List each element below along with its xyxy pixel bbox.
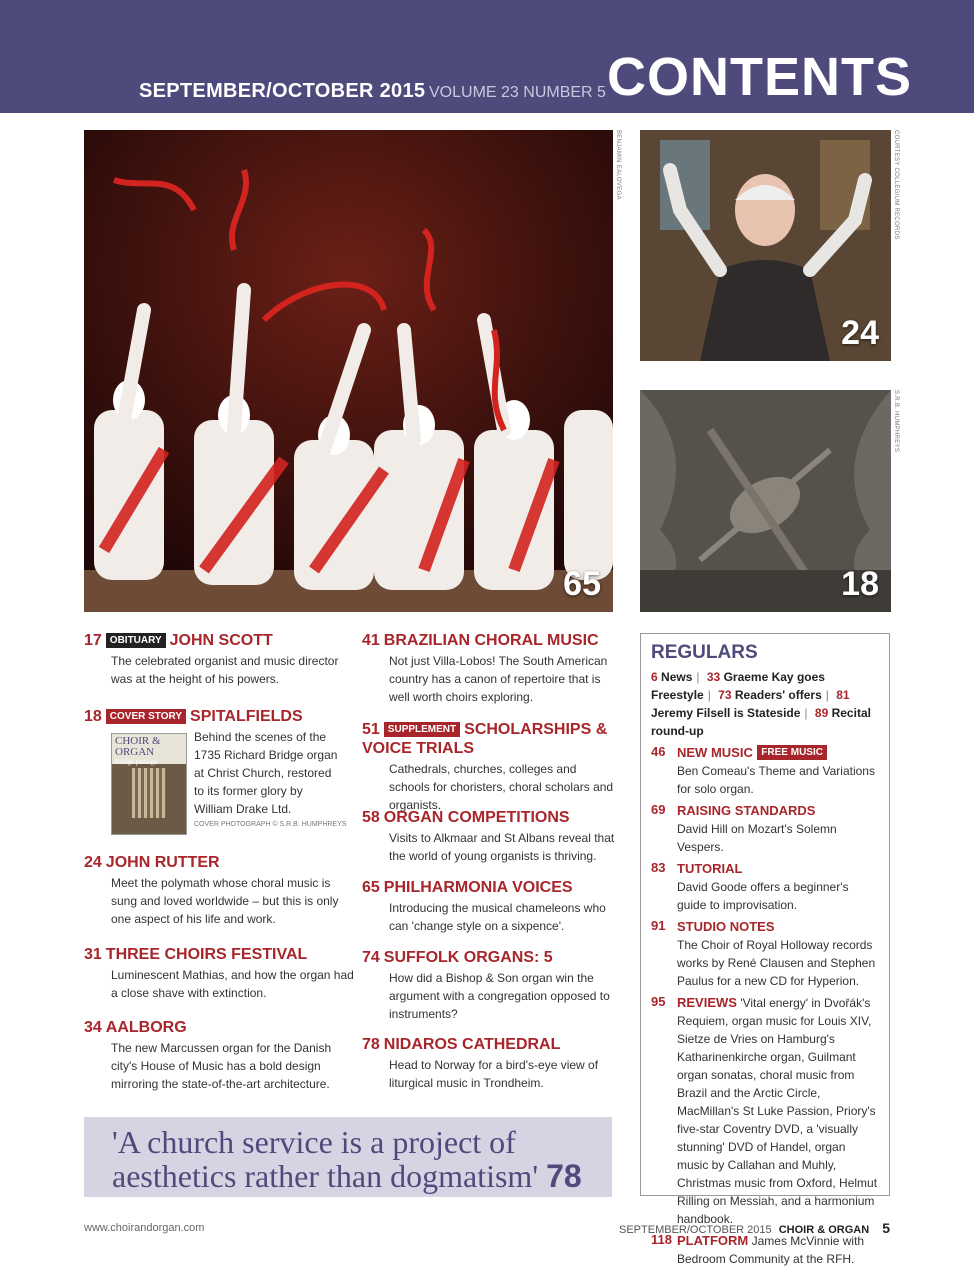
article-desc: Visits to Alkmaar and St Albans reveal that the world of young organists is thriving. [389,831,615,863]
regular-page: 91 [651,918,666,933]
article-desc: Luminescent Mathias, and how the organ had a close shave with extinction. [111,968,354,1000]
article-tag: COVER STORY [106,709,186,724]
article-entry[interactable] [362,720,620,814]
regular-link[interactable]: Recital round-up [651,706,871,738]
article-desc: The celebrated organist and music director was at the height of his powers. [111,654,339,686]
regular-desc: Ben Comeau's Theme and Variations for solo organ. [677,764,875,796]
cover-subtitle: Bridge passage [115,758,158,766]
regular-page: 73 [718,688,732,702]
article-title: JOHN SCOTT [169,632,273,649]
article-page: 58 [362,809,380,826]
regular-item[interactable] [651,860,879,914]
article-entry[interactable] [84,1018,354,1093]
regular-link[interactable]: Readers' offers [734,688,822,702]
regular-page: 6 [651,670,658,684]
photo-credit: S.R.B. HUMPHREYS [893,390,899,453]
footer-info [619,1220,890,1236]
article-tag: SUPPLEMENT [384,722,460,737]
photo-credit: COURTESY COLLEGIUM RECORDS [893,130,899,240]
header-band [0,0,974,113]
article-title: SCHOLARSHIPS & VOICE TRIALS [362,721,608,757]
cover-masthead: CHOIR & ORGAN [115,735,161,758]
article-title: AALBORG [105,1019,187,1036]
article-desc: Head to Norway for a bird's-eye view of liturgical music in Trondheim. [389,1058,599,1090]
footer-issue: SEPTEMBER/OCTOBER 2015 [619,1224,772,1236]
dancers-illustration [84,130,613,612]
regular-desc: 'Vital energy' in Dvořák's Requiem, organ music for Louis XIV, Sietze de Vries on Hamburg's Katharinenkirche organ, Guilmant organ sonatas, choral music from Brazil and the Arctic Circle, MacMillan's St Luke Passion, Priory's five-star Coventry DVD, a 'visually stunning' DVD of Handel, organ music by Callahan and Muhly, Christmas music from Oxford, Helmut Rilling on Messiah, and a harmonium handbook. [677,996,878,1226]
regular-page: 81 [836,688,850,702]
regular-desc: The Choir of Royal Holloway records works by René Clausen and Stephen Paulus for a new CD for Hyperion. [677,938,876,988]
article-page: 74 [362,949,380,966]
footer-page-number: 5 [882,1220,890,1236]
article-entry[interactable] [84,853,354,928]
article-title: NIDAROS CATHEDRAL [383,1036,561,1053]
quote-page: 78 [546,1158,582,1194]
article-tag: OBITUARY [106,633,166,648]
article-page: 41 [362,632,380,649]
article-title: SPITALFIELDS [190,708,303,725]
photo-page-number: 24 [841,314,879,352]
footer-url[interactable]: www.choirandorgan.com [84,1222,205,1234]
photo-conductor[interactable] [640,130,891,361]
cover-organ-image [132,768,166,818]
regular-link[interactable]: Jeremy Filsell is Stateside [651,706,801,720]
regular-desc: James McVinnie with Bedroom Community at the RFH. [677,1234,865,1266]
issue-date: SEPTEMBER/OCTOBER 2015 [139,80,426,102]
article-page: 17 [84,632,102,649]
regulars-quick-list: 6 News | 33 Graeme Kay goes Freestyle | 73 Readers' offers | 81 Jeremy Filsell is Stateside | 89 Recital round-up [651,670,871,738]
article-page: 24 [84,854,102,871]
page-title: CONTENTS [607,47,912,107]
issue-volume: VOLUME 23 NUMBER 5 [429,84,606,101]
article-title: ORGAN COMPETITIONS [383,809,570,826]
regular-desc: David Hill on Mozart's Solemn Vespers. [677,822,837,854]
photo-page-number: 65 [563,565,601,603]
article-desc: Meet the polymath whose choral music is sung and loved worldwide – but this is only one aspect of his life and work. [111,876,339,926]
regular-title: STUDIO NOTES [677,919,775,934]
article-desc: Behind the scenes of the 1735 Richard Bridge organ at Christ Church, restored to its former glory by William Drake Ltd. [194,730,338,816]
photo-dancers[interactable] [84,130,613,612]
cover-thumbnail[interactable] [111,733,187,835]
article-desc: Cathedrals, churches, colleges and schools for choristers, choral scholars and organists. [389,762,614,812]
regular-page: 95 [651,994,666,1009]
regular-link[interactable]: News [661,670,693,684]
article-page: 18 [84,708,102,725]
regular-page: 118 [651,1232,672,1247]
regular-page: 89 [814,706,829,720]
free-music-tag: FREE MUSIC [757,745,827,760]
article-entry[interactable] [362,878,620,935]
regular-title: PLATFORM [677,1233,749,1248]
regular-page: 33 [706,670,721,684]
regular-item[interactable] [651,994,879,1228]
pull-quote [84,1117,612,1197]
article-title: PHILHARMONIA VOICES [383,879,573,896]
article-title: JOHN RUTTER [105,854,220,871]
article-page: 51 [362,721,380,738]
article-entry[interactable] [84,631,354,688]
article-entry[interactable] [362,808,620,865]
regular-title: NEW MUSIC [677,745,753,760]
article-desc: Introducing the musical chameleons who can 'change style on a sixpence'. [389,901,606,933]
regular-desc: David Goode offers a beginner's guide to improvisation. [677,880,849,912]
regular-page: 46 [651,744,666,759]
cover-credit: COVER PHOTOGRAPH © S.R.B. HUMPHREYS [194,821,347,828]
article-page: 34 [84,1019,102,1036]
article-page: 31 [84,946,102,963]
article-page: 78 [362,1036,380,1053]
regular-item[interactable] [651,918,879,990]
regular-title: RAISING STANDARDS [677,803,816,818]
footer-magazine: CHOIR & ORGAN [778,1224,870,1236]
article-title: SUFFOLK ORGANS: 5 [383,949,553,966]
article-desc: The new Marcussen organ for the Danish city's House of Music has a bold design mirroring the state-of-the-art architecture. [111,1041,332,1091]
article-entry[interactable] [362,948,620,1023]
article-title: BRAZILIAN CHORAL MUSIC [383,632,599,649]
regular-item[interactable] [651,744,879,798]
photo-credit: BENJAMIN EALOVEGA [615,130,621,200]
quote-text: 'A church service is a project of aesthetics rather than dogmatism' [112,1124,539,1194]
article-desc: How did a Bishop & Son organ win the argument with a congregation opposed to instruments? [389,971,610,1021]
regulars-title: REGULARS [651,642,758,663]
article-entry[interactable] [362,1035,620,1092]
regular-item[interactable] [651,802,879,856]
article-desc: Not just Villa-Lobos! The South American country has a canon of repertoire that is well worth choirs exploring. [389,654,608,704]
article-entry[interactable] [362,631,620,706]
article-page: 65 [362,879,380,896]
regular-page: 83 [651,860,666,875]
article-entry[interactable] [84,945,354,1002]
photo-page-number: 18 [841,565,879,603]
regular-item[interactable] [651,1232,879,1268]
regular-link[interactable]: Graeme Kay goes Freestyle [651,670,825,702]
article-title: THREE CHOIRS FESTIVAL [105,946,308,963]
regular-title: TUTORIAL [677,861,743,876]
regular-title: REVIEWS [677,995,737,1010]
regular-page: 69 [651,802,666,817]
photo-carving[interactable] [640,390,891,612]
